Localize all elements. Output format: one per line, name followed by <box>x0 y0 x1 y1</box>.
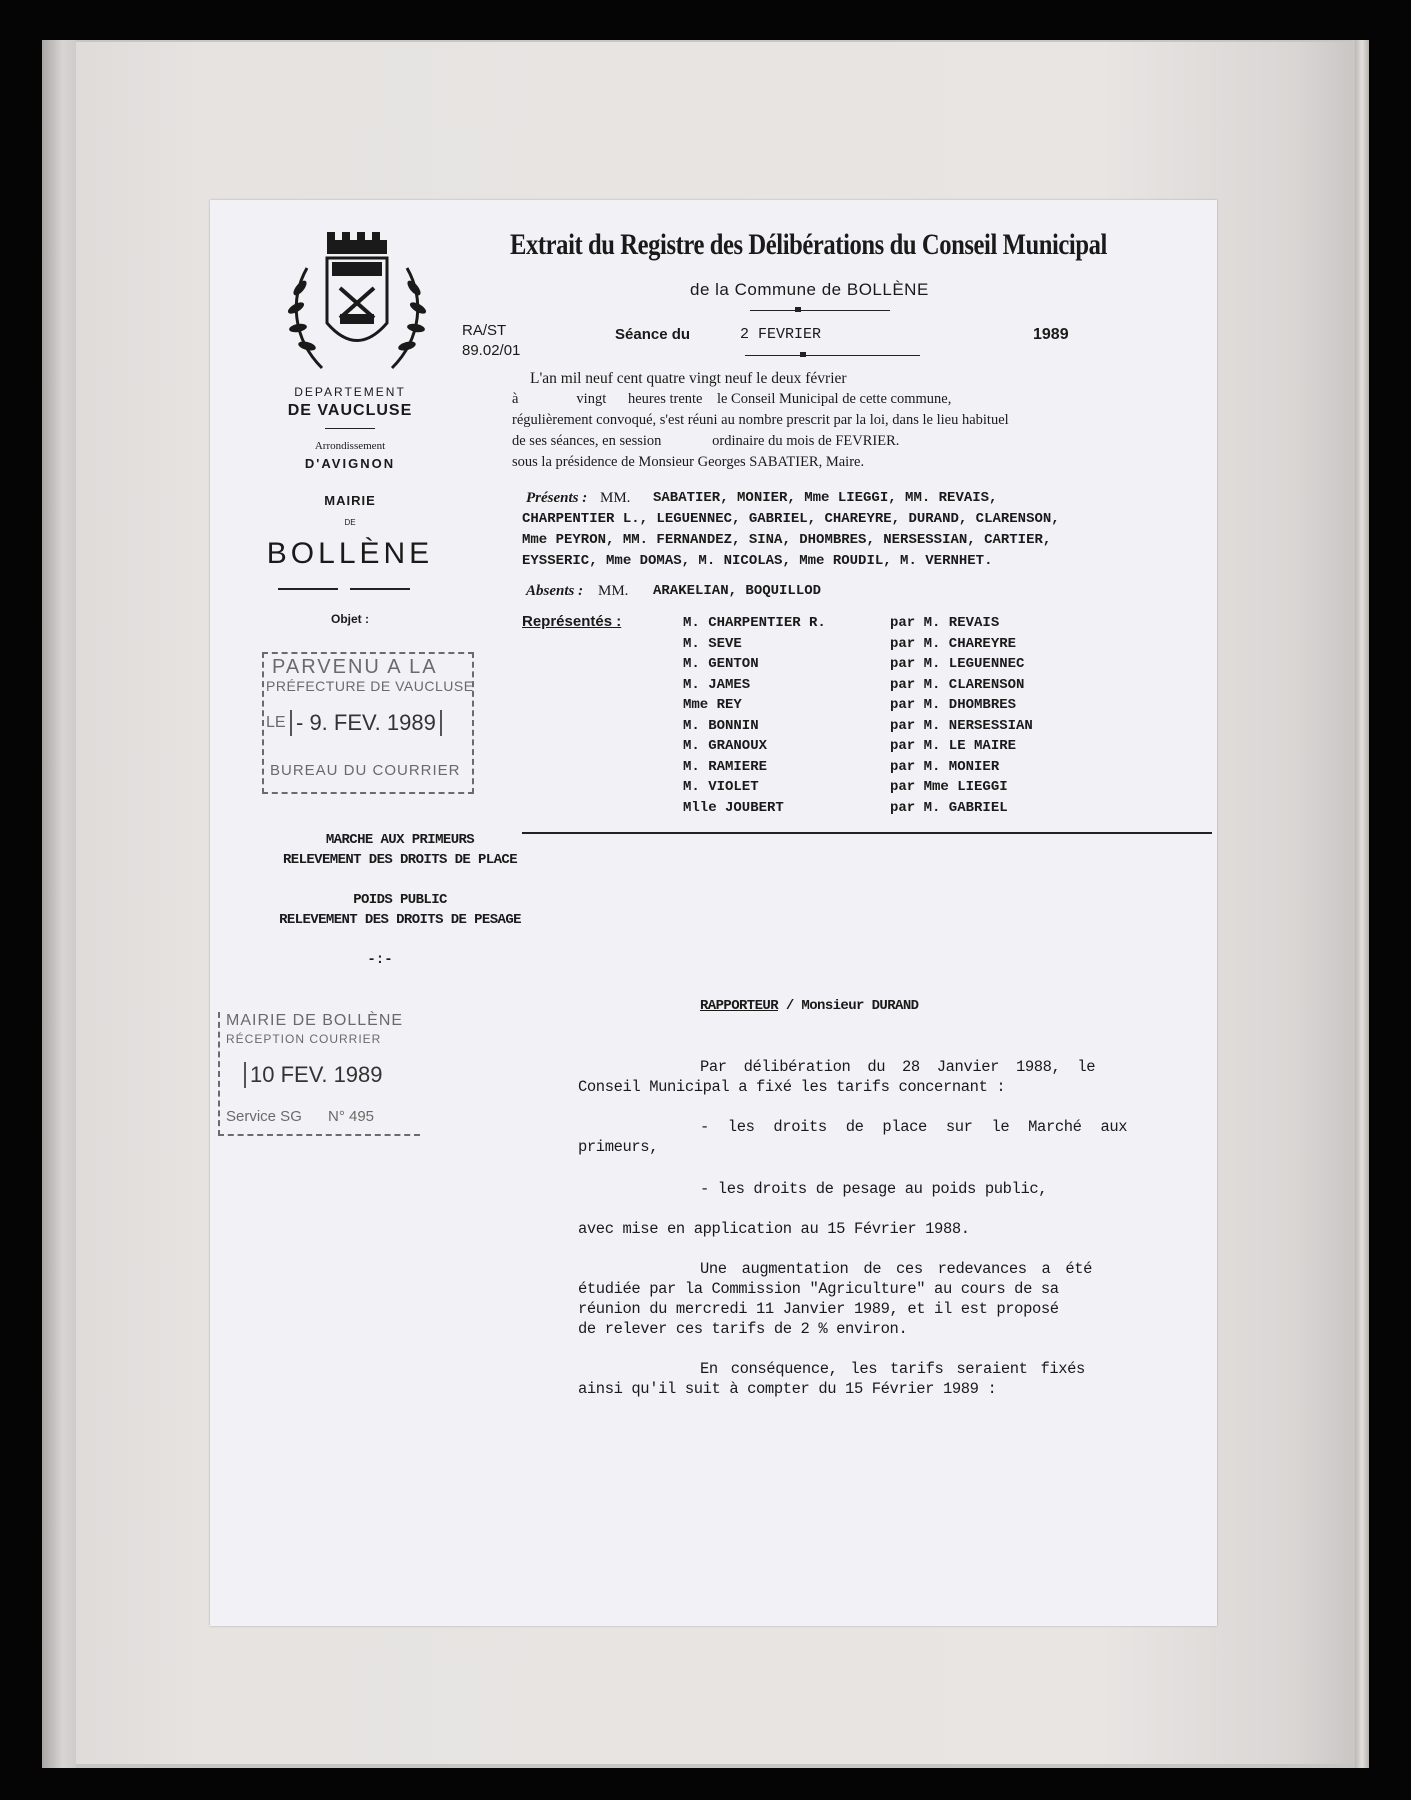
represented-proxy: par M. DHOMBRES <box>890 697 1017 713</box>
presents-label: Présents : <box>526 490 588 506</box>
page-subtitle: de la Commune de BOLLÈNE <box>690 280 929 299</box>
divider <box>325 428 375 429</box>
departement-name: DE VAUCLUSE <box>287 402 413 419</box>
deliberation-sheet <box>210 200 1217 1626</box>
stamp-line: MAIRIE DE BOLLÈNE <box>226 1012 404 1029</box>
divider <box>745 355 920 356</box>
stamp-mairie <box>218 1012 420 1136</box>
paragraph-2-line-2: primeurs, <box>578 1138 659 1156</box>
represented-proxy: par M. LEGUENNEC <box>890 656 1025 672</box>
represented-member: M. JAMES <box>683 676 751 693</box>
preamble-line-1: L'an mil neuf cent quatre vingt neuf le deux février <box>530 370 847 387</box>
divider <box>278 588 338 590</box>
page-right-edge <box>1355 40 1369 1768</box>
preamble-line-4: de ses séances, en session ordinaire du mois de FEVRIER. <box>512 433 900 449</box>
page-left-edge <box>42 40 76 1768</box>
objet-line-2: RELEVEMENT DES DROITS DE PLACE <box>282 852 518 868</box>
stamp-line: PARVENU A LA <box>272 656 438 678</box>
absents-label: Absents : <box>526 583 584 599</box>
objet-line-4: RELEVEMENT DES DROITS DE PESAGE <box>279 912 521 928</box>
page-title: Extrait du Registre des Délibérations du Conseil Municipal <box>510 228 1107 261</box>
mairie-label: MAIRIE <box>324 493 376 508</box>
stamp-prefecture <box>262 652 474 794</box>
represented-proxy: par M. CLARENSON <box>890 676 1025 693</box>
represented-member: M. RAMIERE <box>683 758 768 775</box>
de-label: DE <box>344 518 356 527</box>
represented-proxy: par M. MONIER <box>890 758 1000 775</box>
represented-member: M. SEVE <box>683 635 742 652</box>
preamble-line-5: sous la présidence de Monsieur Georges SABATIER, Maire. <box>512 454 865 470</box>
seance-date: 2 FEVRIER <box>740 326 822 343</box>
representes-label: Représentés : <box>522 613 622 630</box>
stamp-line: RÉCEPTION COURRIER <box>226 1032 382 1046</box>
rapporteur-label <box>700 998 918 1014</box>
rapporteur-title: RAPPORTEUR <box>700 998 779 1014</box>
paragraph-5-line-2: étudiée par la Commission "Agriculture" au cours de sa <box>578 1280 1059 1298</box>
commune-name: BOLLÈNE <box>266 537 434 570</box>
represented-proxy: par M. CHAREYRE <box>890 635 1017 652</box>
objet-separator: -:- <box>367 952 393 968</box>
stamp-date: - 9. FEV. 1989 <box>290 710 442 736</box>
arrondissement-name: D'AVIGNON <box>304 456 396 471</box>
coat-of-arms <box>282 228 432 378</box>
represented-proxy: par Mme LIEGGI <box>890 779 1008 795</box>
rapporteur-name: / Monsieur DURAND <box>778 998 919 1014</box>
represented-member: M. VIOLET <box>683 779 759 795</box>
paragraph-2-line-1: - les droits de place sur le Marché aux <box>700 1118 1128 1136</box>
preamble-line-3: régulièrement convoqué, s'est réuni au nombre prescrit par la loi, dans le lieu habituel <box>512 412 1009 428</box>
represented-proxy: par M. LE MAIRE <box>890 738 1017 754</box>
represented-member: M. CHARPENTIER R. <box>683 615 826 631</box>
paragraph-5-line-4: de relever ces tarifs de 2 % environ. <box>578 1320 908 1338</box>
represented-member: M. BONNIN <box>683 717 759 734</box>
objet-line-1: MARCHE AUX PRIMEURS <box>325 832 475 848</box>
divider <box>800 352 806 357</box>
absents-mm: MM. <box>598 583 629 599</box>
reference-line-1: RA/ST <box>462 322 507 339</box>
presents-line-2: CHARPENTIER L., LEGUENNEC, GABRIEL, CHAREYRE, DURAND, CLARENSON, <box>522 511 1060 527</box>
objet-label: Objet : <box>331 612 369 626</box>
arrondissement-label: Arrondissement <box>314 440 386 452</box>
represented-member: M. GRANOUX <box>683 738 768 754</box>
represented-proxy: par M. REVAIS <box>890 615 1000 631</box>
presents-mm: MM. <box>600 490 631 506</box>
objet-line-3: POIDS PUBLIC <box>353 892 447 908</box>
paragraph-3: - les droits de pesage au poids public, <box>700 1180 1048 1198</box>
preamble-line-2: à vingt heures trente le Conseil Municipal de cette commune, <box>512 391 952 407</box>
represented-member: Mlle JOUBERT <box>683 799 784 816</box>
presents-line-1: SABATIER, MONIER, Mme LIEGGI, MM. REVAIS, <box>653 490 998 506</box>
divider <box>750 310 890 311</box>
stamp-service: Service SG <box>226 1108 302 1125</box>
paragraph-1-line-2: Conseil Municipal a fixé les tarifs concernant : <box>578 1078 1006 1096</box>
represented-proxy: par M. GABRIEL <box>890 799 1008 816</box>
presents-line-3: Mme PEYRON, MM. FERNANDEZ, SINA, DHOMBRES, NERSESSIAN, CARTIER, <box>522 532 1052 548</box>
paragraph-4: avec mise en application au 15 Février 1988. <box>578 1220 970 1238</box>
departement-label: DEPARTEMENT <box>294 385 406 399</box>
divider <box>350 588 410 590</box>
represented-member: Mme REY <box>683 697 742 713</box>
presents-line-4: EYSSERIC, Mme DOMAS, M. NICOLAS, Mme ROUDIL, M. VERNHET. <box>522 553 993 569</box>
divider <box>795 307 801 312</box>
stamp-line: PRÉFECTURE DE VAUCLUSE <box>266 678 474 694</box>
paragraph-1-line-1: Par délibération du 28 Janvier 1988, le <box>700 1058 1096 1076</box>
stamp-date: 10 FEV. 1989 <box>244 1062 383 1088</box>
paragraph-6-line-1: En conséquence, les tarifs seraient fixés <box>700 1360 1085 1378</box>
divider <box>522 832 1212 834</box>
absents-names: ARAKELIAN, BOQUILLOD <box>653 583 822 599</box>
paragraph-6-line-2: ainsi qu'il suit à compter du 15 Février 1989 : <box>578 1380 997 1398</box>
stamp-number: N° 495 <box>328 1108 375 1125</box>
represented-proxy: par M. NERSESSIAN <box>890 717 1033 734</box>
represented-member: M. GENTON <box>683 656 759 672</box>
seance-year: 1989 <box>1033 326 1069 343</box>
paragraph-5-line-1: Une augmentation de ces redevances a été <box>700 1260 1093 1278</box>
seance-label: Séance du <box>615 326 691 343</box>
stamp-le: LE <box>266 714 286 731</box>
paragraph-5-line-3: réunion du mercredi 11 Janvier 1989, et il est proposé <box>578 1300 1059 1318</box>
stamp-line: BUREAU DU COURRIER <box>270 762 461 779</box>
reference-line-2: 89.02/01 <box>462 342 521 359</box>
